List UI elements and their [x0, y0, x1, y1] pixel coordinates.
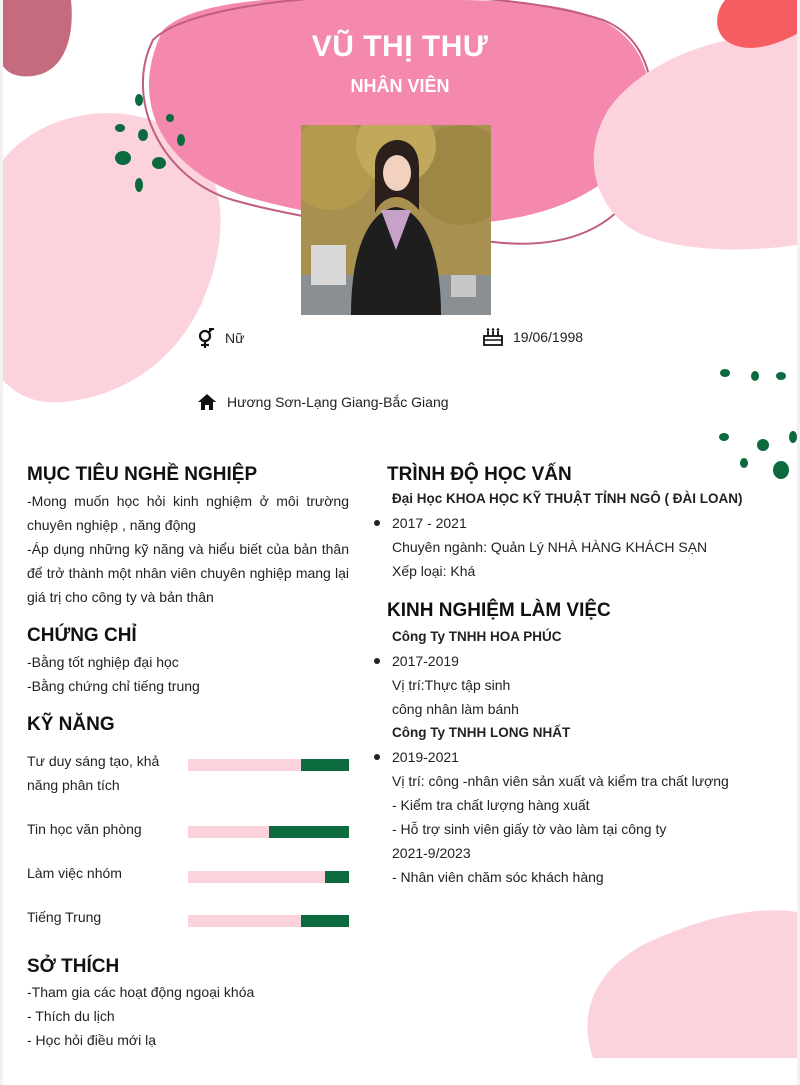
hobbies-heading: SỞ THÍCH [27, 956, 120, 977]
education-bullet [374, 520, 380, 526]
certificate-item: -Bằng tốt nghiệp đại học [27, 654, 179, 670]
school-name: Đại Học KHOA HỌC KỸ THUẬT TỈNH NGÔ ( ĐÀI LOAN) [392, 491, 743, 506]
birthday-value: 19/06/1998 [513, 329, 584, 345]
skill-bar-fill [301, 915, 349, 927]
skill-bar-fill [301, 759, 349, 771]
hobby-item: - Thích du lịch [27, 1008, 115, 1024]
gender-row [197, 328, 244, 348]
hobby-item: - Học hỏi điều mới lạ [27, 1032, 157, 1048]
skill-bar [188, 915, 349, 927]
education-heading: TRÌNH ĐỘ HỌC VẤN [387, 464, 572, 485]
skill-bar-fill [269, 826, 350, 838]
skill-label: Tư duy sáng tạo, khả năng phân tích [27, 753, 160, 793]
objective-line: chuyên nghiệp , năng động [27, 517, 196, 533]
hobbies-list [27, 980, 254, 1052]
gender-value: Nữ [225, 330, 245, 346]
objective-line: -Áp dụng những kỹ năng và hiểu biết của bản thân [27, 541, 349, 557]
job-line: - Kiểm tra chất lượng hàng xuất [392, 797, 590, 813]
certificates-heading: CHỨNG CHỈ [27, 625, 137, 646]
birthday-row [483, 328, 583, 346]
experience-heading: KINH NGHIỆM LÀM VIỆC [387, 600, 611, 621]
bottom-right-pink-blob [587, 910, 797, 1058]
skill-bar [188, 871, 349, 883]
skills-heading: KỸ NĂNG [27, 714, 115, 735]
job-line: - Hỗ trợ sinh viên giấy tờ vào làm tại công ty [392, 821, 667, 837]
objective-text [27, 489, 349, 609]
job-period: 2017-2019 [392, 653, 459, 669]
job-period: 2019-2021 [392, 749, 459, 765]
objective-line: để trở thành một nhân viên chuyên nghiệp mang lại [27, 565, 349, 581]
job-line: Vị trí: công -nhân viên sản xuất và kiểm tra chất lượng [392, 773, 729, 789]
job-details [392, 745, 729, 889]
objective-heading: MỤC TIÊU NGHỀ NGHIỆP [27, 464, 258, 485]
job-bullet [374, 754, 380, 760]
education-grade: Xếp loại: Khá [392, 563, 476, 579]
birthday-cake-icon [483, 328, 503, 346]
job-line: 2021-9/2023 [392, 845, 471, 861]
education-details [392, 511, 707, 583]
hobby-item: -Tham gia các hoạt động ngoại khóa [27, 984, 255, 1000]
candidate-role: NHÂN VIÊN [350, 76, 450, 96]
job-line: - Nhân viên chăm sóc khách hàng [392, 869, 604, 885]
skill-label: Tin học văn phòng [27, 821, 142, 837]
candidate-name: VŨ THỊ THƯ [311, 30, 489, 63]
profile-photo [301, 125, 491, 315]
objective-line: giá trị cho công ty và bản thân [27, 589, 214, 605]
skill-label: Làm việc nhóm [27, 865, 122, 881]
education-period: 2017 - 2021 [392, 515, 467, 531]
job-line: Vị trí:Thực tập sinh [392, 677, 511, 693]
job-details [392, 649, 519, 721]
green-leaves-right [719, 369, 797, 479]
job-line: công nhân làm bánh [392, 701, 519, 717]
education-major: Chuyên ngành: Quản Lý NHÀ HÀNG KHÁCH SẠN [392, 539, 708, 555]
skill-bar-fill [325, 871, 349, 883]
company-name: Công Ty TNHH LONG NHẤT [392, 725, 571, 740]
home-icon [197, 393, 217, 411]
gender-icon [197, 328, 215, 348]
cv-page [3, 0, 797, 1085]
skill-bar [188, 826, 349, 838]
address-row [197, 393, 449, 411]
skill-label: Tiếng Trung [27, 909, 102, 925]
skill-bar [188, 759, 349, 771]
company-name: Công Ty TNHH HOA PHÚC [392, 629, 562, 644]
objective-line: -Mong muốn học hỏi kinh nghiệm ở môi trường [27, 493, 349, 509]
certificates-list [27, 650, 200, 698]
address-value: Hương Sơn-Lạng Giang-Bắc Giang [227, 394, 449, 410]
certificate-item: -Bằng chứng chỉ tiếng trung [27, 678, 200, 694]
job-bullet [374, 658, 380, 664]
